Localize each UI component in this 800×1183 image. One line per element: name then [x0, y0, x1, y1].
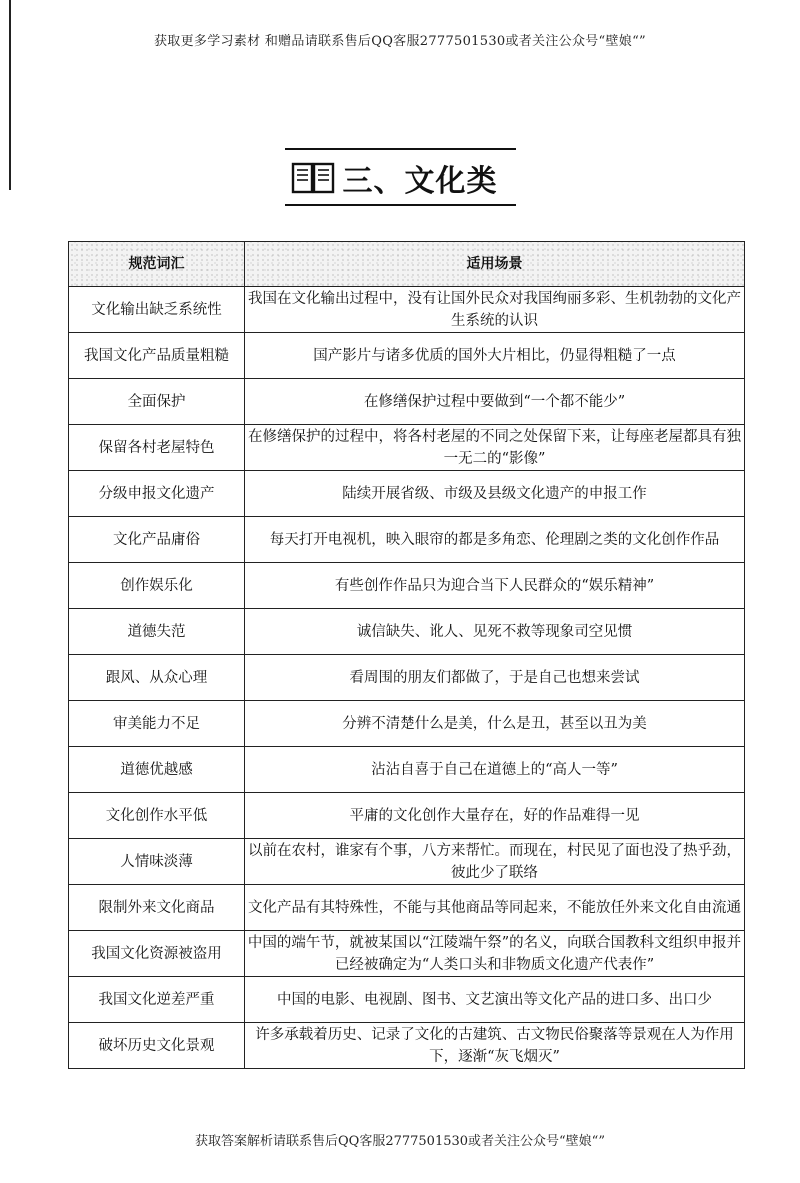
scene-cell: 在修缮保护的过程中，将各村老屋的不同之处保留下来，让每座老屋都具有独一无二的“影像”	[245, 425, 745, 471]
term-cell: 审美能力不足	[69, 701, 245, 747]
scene-cell: 国产影片与诸多优质的国外大片相比，仍显得粗糙了一点	[245, 333, 745, 379]
scene-cell: 诚信缺失、讹人、见死不救等现象司空见惯	[245, 609, 745, 655]
scene-cell: 沾沾自喜于自己在道德上的“高人一等”	[245, 747, 745, 793]
scene-cell: 许多承载着历史、记录了文化的古建筑、古文物民俗聚落等景观在人为作用下，逐渐“灰飞烟灭”	[245, 1023, 745, 1069]
term-cell: 跟风、从众心理	[69, 655, 245, 701]
table-row	[69, 425, 745, 471]
scene-cell: 陆续开展省级、市级及县级文化遗产的申报工作	[245, 471, 745, 517]
term-cell: 保留各村老屋特色	[69, 425, 245, 471]
table-row	[69, 931, 745, 977]
table-row	[69, 701, 745, 747]
scene-cell: 看周围的朋友们都做了，于是自己也想来尝试	[245, 655, 745, 701]
section-title-frame	[285, 148, 516, 206]
section-title-text: 三、文化类	[342, 164, 498, 199]
term-cell: 道德失范	[69, 609, 245, 655]
table-row	[69, 885, 745, 931]
term-cell: 分级申报文化遗产	[69, 471, 245, 517]
scene-cell: 我国在文化输出过程中，没有让国外民众对我国绚丽多彩、生机勃勃的文化产生系统的认识	[245, 287, 745, 333]
scene-cell: 以前在农村，谁家有个事，八方来帮忙。而现在，村民见了面也没了热乎劲，彼此少了联络	[245, 839, 745, 885]
header-term: 规范词汇	[69, 242, 245, 287]
table-row	[69, 333, 745, 379]
term-cell: 道德优越感	[69, 747, 245, 793]
term-cell: 我国文化逆差严重	[69, 977, 245, 1023]
header-scene: 适用场景	[245, 242, 745, 287]
table-row	[69, 471, 745, 517]
table-row	[69, 655, 745, 701]
table-row	[69, 747, 745, 793]
term-cell: 创作娱乐化	[69, 563, 245, 609]
header-note: 获取更多学习素材 和赠品请联系售后QQ客服2777501530或者关注公众号“壁娘“”	[154, 34, 646, 49]
term-cell: 限制外来文化商品	[69, 885, 245, 931]
vocabulary-table	[68, 241, 745, 1069]
table-row	[69, 609, 745, 655]
table-row	[69, 1023, 745, 1069]
table-row	[69, 793, 745, 839]
table-row	[69, 379, 745, 425]
table-header-row	[69, 242, 745, 287]
table-row	[69, 517, 745, 563]
term-cell: 文化产品庸俗	[69, 517, 245, 563]
scene-cell: 中国的电影、电视剧、图书、文艺演出等文化产品的进口多、出口少	[245, 977, 745, 1023]
scene-cell: 分辨不清楚什么是美，什么是丑，甚至以丑为美	[245, 701, 745, 747]
footer-note: 获取答案解析请联系售后QQ客服2777501530或者关注公众号“壁娘“”	[195, 1134, 605, 1149]
scene-cell: 文化产品有其特殊性，不能与其他商品等同起来，不能放任外来文化自由流通	[245, 885, 745, 931]
term-cell: 文化输出缺乏系统性	[69, 287, 245, 333]
term-cell: 我国文化资源被盗用	[69, 931, 245, 977]
scene-cell: 有些创作作品只为迎合当下人民群众的“娱乐精神”	[245, 563, 745, 609]
book-icon	[291, 161, 335, 195]
term-cell: 文化创作水平低	[69, 793, 245, 839]
table-row	[69, 839, 745, 885]
term-cell: 破坏历史文化景观	[69, 1023, 245, 1069]
table-row	[69, 563, 745, 609]
table-row	[69, 287, 745, 333]
scene-cell: 平庸的文化创作大量存在，好的作品难得一见	[245, 793, 745, 839]
term-cell: 全面保护	[69, 379, 245, 425]
scene-cell: 中国的端午节，就被某国以“江陵端午祭”的名义，向联合国教科文组织申报并已经被确定为“人类口头和非物质文化遗产代表作”	[245, 931, 745, 977]
scene-cell: 每天打开电视机，映入眼帘的都是多角恋、伦理剧之类的文化创作作品	[245, 517, 745, 563]
term-cell: 我国文化产品质量粗糙	[69, 333, 245, 379]
scene-cell: 在修缮保护过程中要做到“一个都不能少”	[245, 379, 745, 425]
term-cell: 人情味淡薄	[69, 839, 245, 885]
section-title	[0, 148, 800, 206]
table-row	[69, 977, 745, 1023]
